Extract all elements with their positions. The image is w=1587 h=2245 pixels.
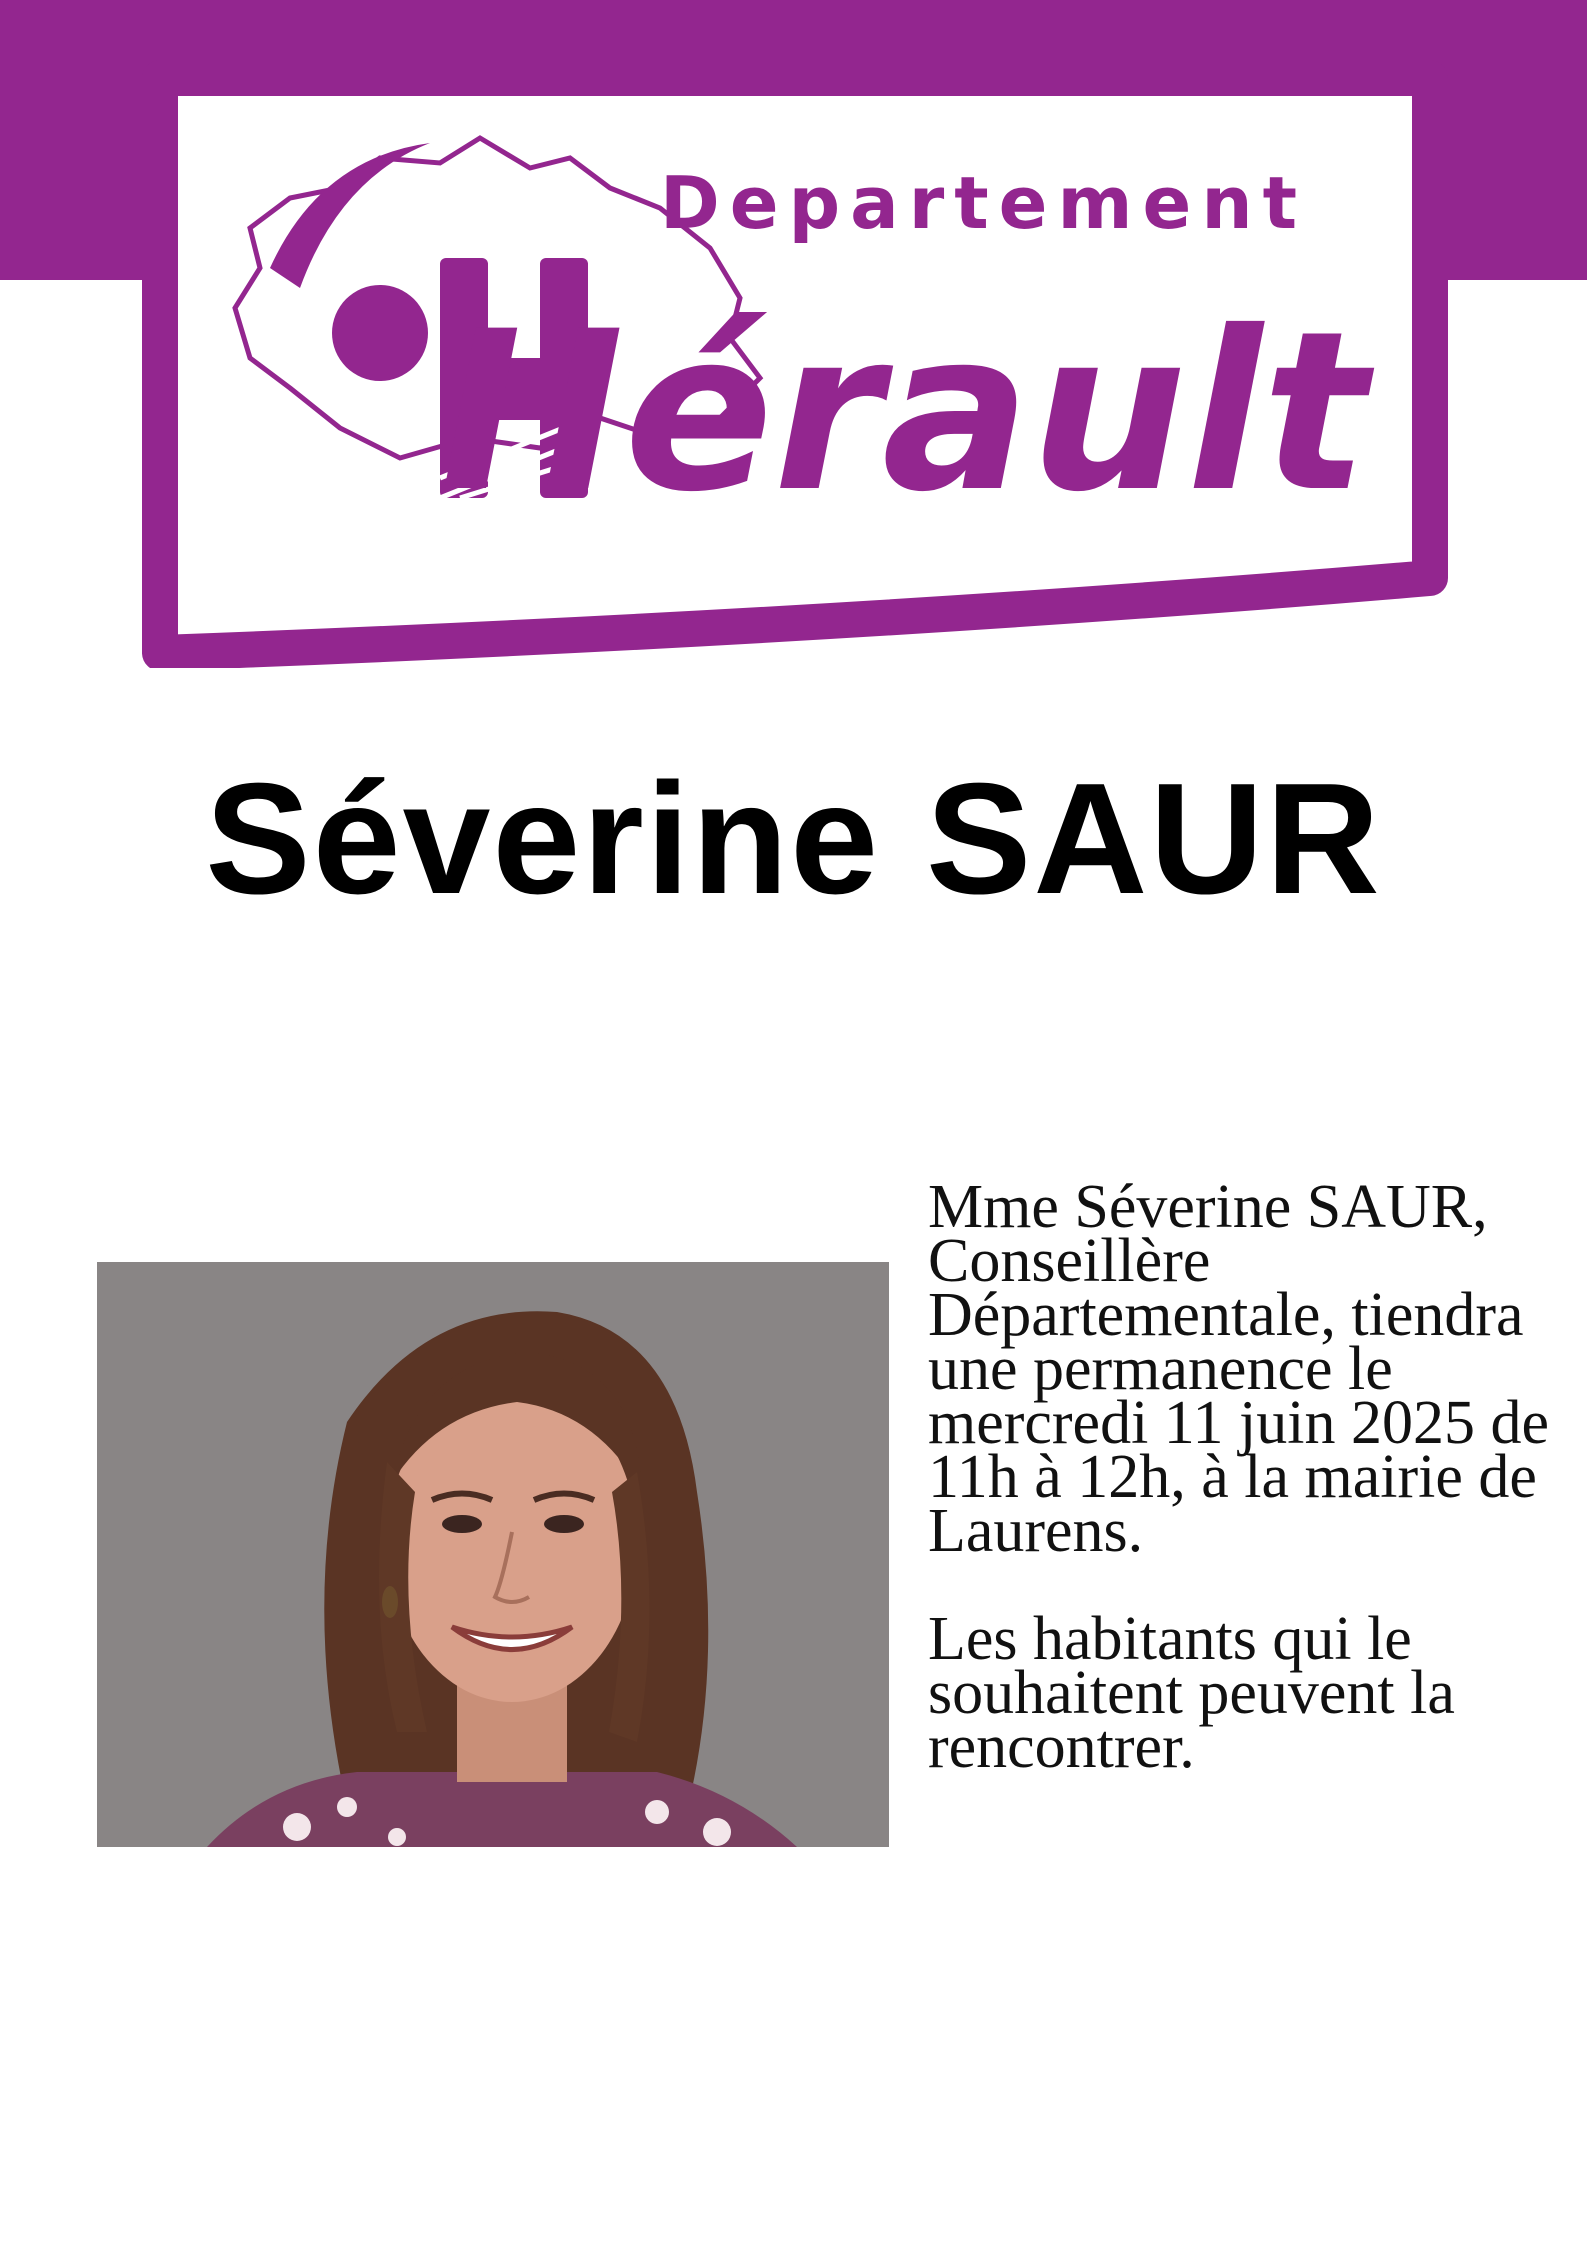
notice-paragraph-1: Mme Séverine SAUR, Conseillère Départementale, tiendra une permanence le mercredi 11 juin 2025 de 11h à 12h, à la mairie de Laurens.	[928, 1173, 1549, 1565]
portrait-photo	[97, 1262, 889, 1847]
notice-paragraph-2: Les habitants qui le souhaitent peuvent la rencontrer.	[928, 1605, 1455, 1781]
permanence-notice	[928, 1173, 1578, 1781]
logo-line2: Hérault	[440, 284, 1368, 540]
logo-line1: Departement	[660, 161, 1308, 245]
logo-sun-icon	[332, 285, 428, 381]
herault-logo	[140, 58, 1450, 668]
page-title: Séverine SAUR	[205, 751, 1382, 927]
